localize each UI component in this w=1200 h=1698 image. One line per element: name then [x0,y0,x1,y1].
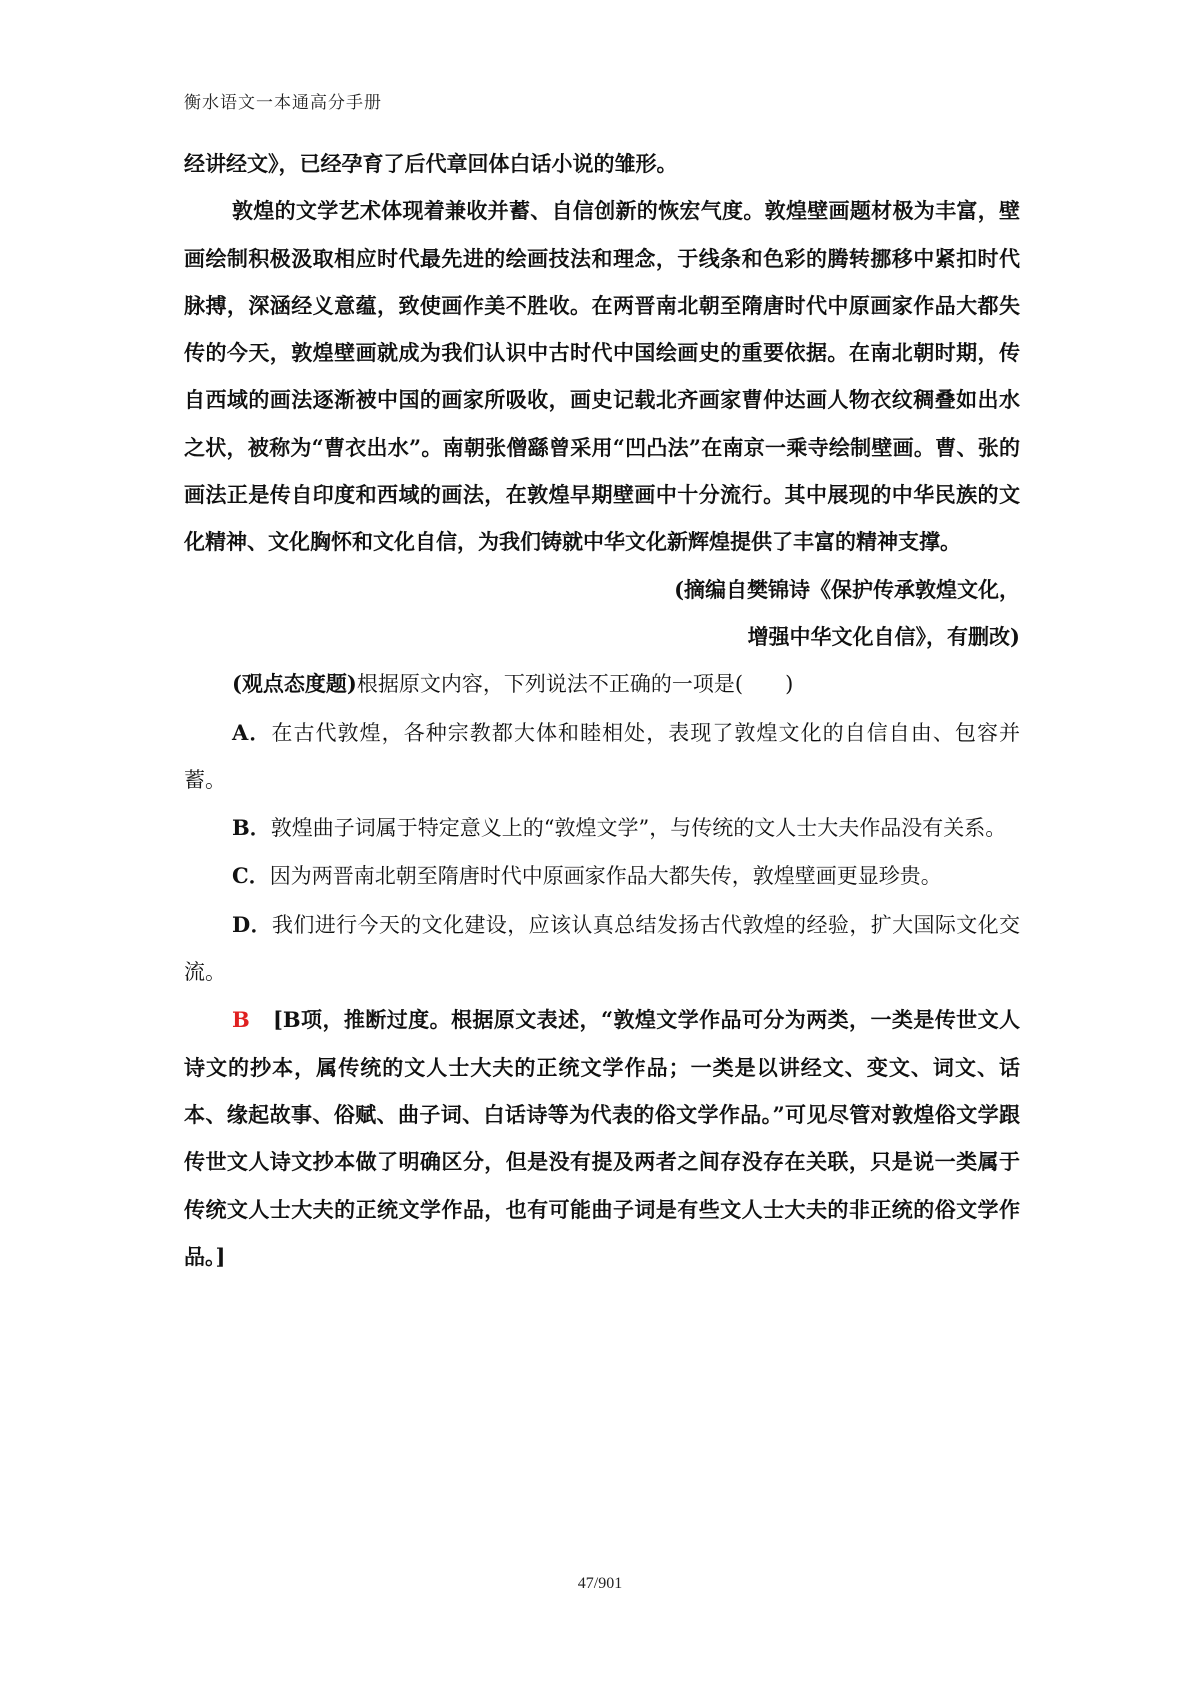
passage-paragraph: 敦煌的文学艺术体现着兼收并蓄、自信创新的恢宏气度。敦煌壁画题材极为丰富，壁画绘制积极汲取相应时代最先进的绘画技法和理念，于线条和色彩的腾转挪移中紧扣时代脉搏，深涵经义意蕴，致使画作美不胜收。在两晋南北朝至隋唐时代中原画家作品大都失传的今天，敦煌壁画就成为我们认识中古时代中国绘画史的重要依据。在南北朝时期，传自西域的画法逐渐被中国的画家所吸收，画史记载北齐画家曹仲达画人物衣纹稠叠如出水之状，被称为“曹衣出水”。南朝张僧繇曾采用“凹凸法”在南京一乘寺绘制壁画。曹、张的画法正是传自印度和西域的画法，在敦煌早期壁画中十分流行。其中展现的中华民族的文化精神、文化胸怀和文化自信，为我们铸就中华文化新辉煌提供了丰富的精神支撑。 [184,198,1020,555]
answer-letter: B [232,1007,250,1033]
option-c [184,852,1020,900]
option-label: B． [232,815,271,841]
option-text: 因为两晋南北朝至隋唐时代中原画家作品大都失传，敦煌壁画更显珍贵。 [269,864,942,889]
page-content [184,140,1020,1280]
passage-continuation: 经讲经文》，已经孕育了后代章回体白话小说的雏形。 [184,151,678,176]
option-label: C． [232,863,270,889]
question-text: 根据原文内容，下列说法不正确的一项是( ) [356,672,794,697]
option-a [184,709,1020,805]
source-line-2: 增强中华文化自信》，有删改) [747,623,1020,649]
question-type-label: (观点态度题) [232,671,357,697]
option-text: 敦煌曲子词属于特定意义上的“敦煌文学”，与传统的文人士大夫作品没有关系。 [270,816,1007,841]
answer-explanation: [B项，推断过度。根据原文表述，“敦煌文学作品可分为两类，一类是传世文人诗文的抄本，属传统的文人士大夫的正统文学作品；一类是以讲经文、变文、词文、话本、缘起故事、俗赋、曲子词、白话诗等为代表的俗文学作品。”可见尽管对敦煌俗文学跟传世文人诗文抄本做了明确区分，但是没有提及两者之间存没存在关联，只是说一类属于传统文人士大夫的正统文学作品，也有可能曲子词是有些文人士大夫的非正统的俗文学作品。] [184,1007,1021,1269]
source-line-1: (摘编自樊锦诗《保护传承敦煌文化， [674,576,1020,602]
option-text: 我们进行今天的文化建设，应该认真总结发扬古代敦煌的经验，扩大国际文化交流。 [184,912,1020,985]
option-b [184,804,1020,852]
option-d [184,901,1020,997]
option-label: D． [232,911,272,937]
option-label: A． [232,719,272,745]
question-stem [184,660,1020,708]
option-text: 在古代敦煌，各种宗教都大体和睦相处，表现了敦煌文化的自信自由、包容并蓄。 [184,720,1021,792]
running-header: 衡水语文一本通高分手册 [184,93,382,113]
page-number: 47/901 [577,1575,623,1592]
answer-block [184,996,1020,1280]
